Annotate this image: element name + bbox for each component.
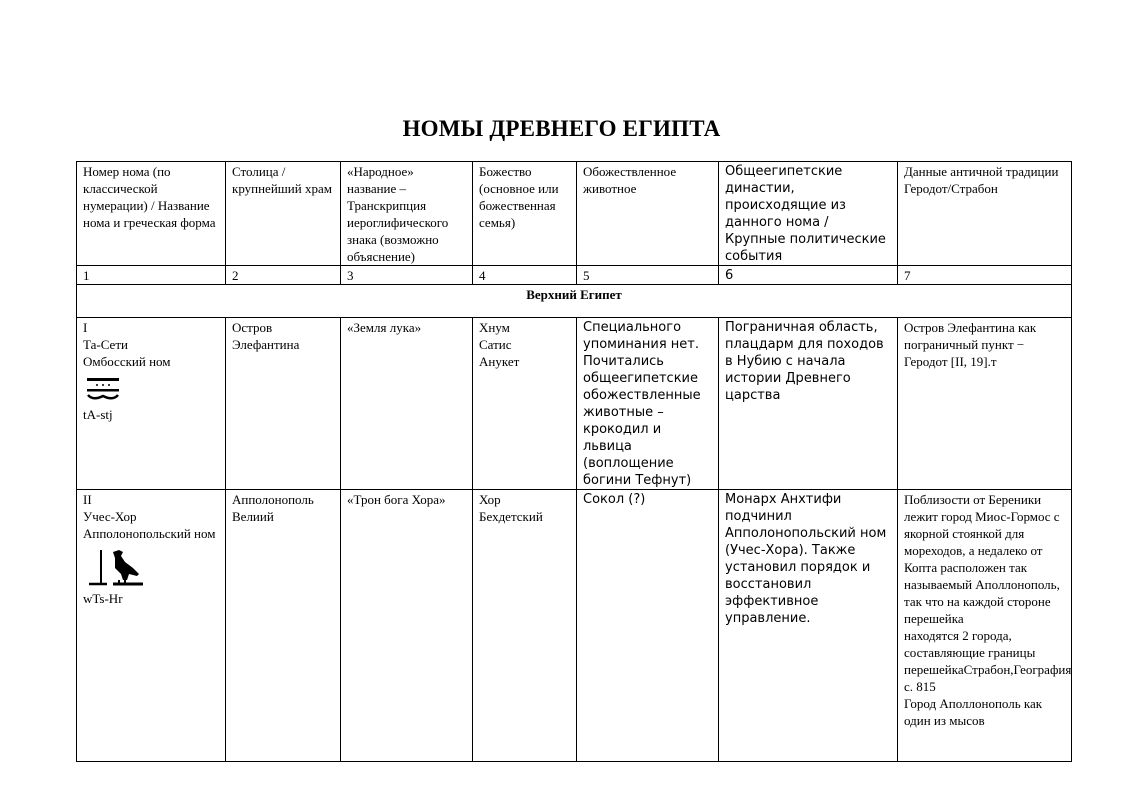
column-number: 1 bbox=[77, 266, 226, 285]
header-row bbox=[77, 162, 1072, 266]
deities: Хор Бехдетский bbox=[479, 492, 543, 524]
dynasties-cell bbox=[719, 490, 898, 762]
ancient-tradition: Остров Элефантина как пограничный пункт − Геродот [II, 19].т bbox=[904, 320, 1037, 369]
column-number: 6 bbox=[719, 266, 898, 285]
nome-name: Та-Сети bbox=[83, 337, 128, 352]
column-number: 2 bbox=[226, 266, 341, 285]
capital-cell bbox=[226, 318, 341, 490]
table-row bbox=[77, 318, 1072, 490]
nome-number: II bbox=[83, 492, 92, 507]
dynasties-events: Пограничная область, плацдарм для походов в Нубию с начала истории Древнего царства bbox=[725, 320, 884, 403]
section-row bbox=[77, 285, 1072, 318]
header-cell: Общеегипетские династии, происходящие из данного нома / Крупные политические события bbox=[719, 162, 898, 266]
nome-name: Учес-Хор bbox=[83, 509, 137, 524]
deities-cell bbox=[473, 490, 577, 762]
sacred-animal: Специального упоминания нет. Почитались общеегипетские обожествленные животные – крокодил и львица (воплощение богини Тефнут) bbox=[583, 320, 701, 488]
capital-cell bbox=[226, 490, 341, 762]
header-cell: Божество (основное или божественная семья) bbox=[473, 162, 577, 266]
nome-greek-name: Омбосский ном bbox=[83, 354, 171, 369]
nome-cell bbox=[77, 318, 226, 490]
header-cell: Номер нома (по классической нумерации) / Название нома и греческая форма bbox=[77, 162, 226, 266]
dynasties-events: Монарх Анхтифи подчинил Апполонопольский ном (Учес-Хора). Также установил порядок и восстановил эффективное управление. bbox=[725, 492, 887, 626]
ancient-tradition-cell bbox=[898, 318, 1072, 490]
nome-greek-name: Апполонопольский ном bbox=[83, 526, 216, 541]
section-title: Верхний Египет bbox=[77, 285, 1072, 318]
sacred-animal: Сокол (?) bbox=[583, 492, 646, 507]
ancient-tradition: Поблизости от Береники лежит город Миос-Гормос с якорной стоянкой для мореходов, а недалеко от Копта расположен так называемый Аполлонополь, так что на каждой стороне перешейка находятся 2 города, составляющие границы перешейкаСтрабон,География с. 815 Город Аполлонополь как один из мысов bbox=[904, 492, 1072, 728]
column-number: 3 bbox=[341, 266, 473, 285]
column-number: 7 bbox=[898, 266, 1072, 285]
popular-name-cell bbox=[341, 318, 473, 490]
tA-sti-nome-hieroglyph-icon bbox=[83, 374, 123, 404]
header-cell: «Народное» название – Транскрипция иероглифического знака (возможно объяснение) bbox=[341, 162, 473, 266]
dynasties-cell bbox=[719, 318, 898, 490]
header-cell: Обожествленное животное bbox=[577, 162, 719, 266]
header-cell: Столица / крупнейший храм bbox=[226, 162, 341, 266]
popular-name: «Земля лука» bbox=[347, 320, 422, 335]
deities-cell bbox=[473, 318, 577, 490]
document-title: НОМЫ ДРЕВНЕГО ЕГИПТА bbox=[402, 116, 721, 141]
column-number: 5 bbox=[577, 266, 719, 285]
sacred-animal-cell bbox=[577, 490, 719, 762]
sacred-animal-cell bbox=[577, 318, 719, 490]
nome-transcription: tA-stj bbox=[83, 407, 113, 422]
column-number-row bbox=[77, 266, 1072, 285]
wts-hr-falcon-on-standard-hieroglyph-icon bbox=[83, 546, 147, 588]
table-row bbox=[77, 490, 1072, 762]
nomes-table bbox=[76, 161, 1072, 762]
header-cell: Данные античной традиции Геродот/Страбон bbox=[898, 162, 1072, 266]
column-number: 4 bbox=[473, 266, 577, 285]
nome-cell bbox=[77, 490, 226, 762]
deities: Хнум Сатис Анукет bbox=[479, 320, 520, 369]
nome-transcription: wTs-Hr bbox=[83, 591, 123, 606]
popular-name-cell bbox=[341, 490, 473, 762]
capital: Апполонополь Велиий bbox=[232, 492, 314, 524]
nome-number: I bbox=[83, 320, 88, 335]
ancient-tradition-cell bbox=[898, 490, 1072, 762]
capital: Остров Элефантина bbox=[232, 320, 300, 352]
popular-name: «Трон бога Хора» bbox=[347, 492, 446, 507]
